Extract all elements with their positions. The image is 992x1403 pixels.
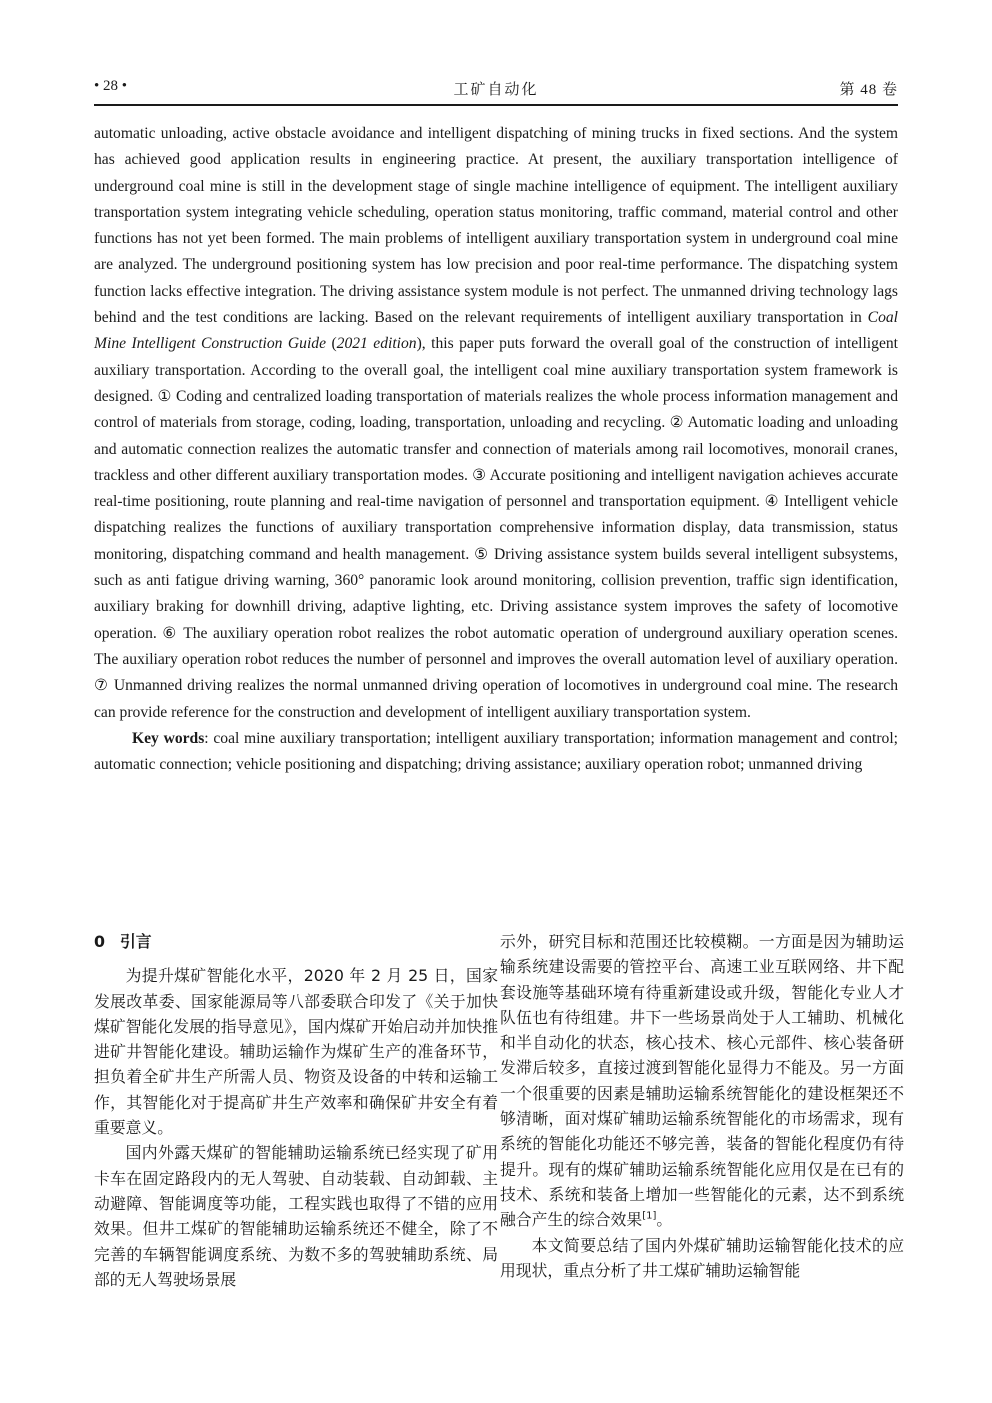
running-header	[94, 78, 898, 102]
abstract-text: automatic unloading, active obstacle avoidance and intelligent dispatching of mining trucks in fixed sections. And the system has achieved good application results in engineering practice. At present, the auxiliary transportation intelligence of underground coal mine is still in the development stage of single machine intelligence of equipment. The intelligent auxiliary transportation system integrating vehicle scheduling, operation status monitoring, traffic command, material control and other functions has not yet been formed. The main problems of intelligent auxiliary transportation system in underground coal mine are analyzed. The underground positioning system has low precision and poor real-time performance. The dispatching system function lacks effective integration. The driving assistance system module is not perfect. The unmanned driving technology lags behind and the test conditions are lacking. Based on the relevant requirements of intelligent auxiliary transportation in Coal Mine Intelligent Construction Guide (2021 edition), this paper puts forward the overall goal of the construction of intelligent auxiliary transportation. According to the overall goal, the intelligent coal mine auxiliary transportation system framework is designed. ① Coding and centralized loading transportation of materials realizes the whole process information management and control of materials from storage, coding, loading, transportation, unloading and recycling. ② Automatic loading and unloading and automatic connection realizes the automatic transfer and connection of materials among rail locomotives, monorail cranes, trackless and other different auxiliary transportation modes. ③ Accurate positioning and intelligent navigation achieves accurate real-time positioning, route planning and real-time navigation of personnel and transportation equipment. ④ Intelligent vehicle dispatching realizes the functions of auxiliary transportation comprehensive information display, data transmission, status monitoring, dispatching command and health management. ⑤ Driving assistance system builds several intelligent subsystems, such as anti fatigue driving warning, 360° panoramic look around monitoring, collision prevention, traffic sign identification, auxiliary braking for downhill driving, adaptive lighting, etc. Driving assistance system improves the safety of locomotive operation. ⑥ The auxiliary operation robot realizes the robot automatic operation of underground auxiliary operation scenes. The auxiliary operation robot reduces the number of personnel and improves the overall automation level of auxiliary operation. ⑦ Unmanned driving realizes the normal unmanned driving operation of locomotives in underground coal mine. The research can provide reference for the construction and development of intelligent auxiliary transportation system.	[94, 125, 898, 721]
keywords-text: : coal mine auxiliary transportation; intelligent auxiliary transportation; information management and control; automatic connection; vehicle positioning and dispatching; driving assistance; auxiliary operation robot; unmanned driving	[94, 729, 898, 774]
english-abstract	[94, 121, 898, 778]
header-rule	[94, 104, 898, 106]
paragraph: 国内外露天煤矿的智能辅助运输系统已经实现了矿用卡车在固定路段内的无人驾驶、自动装载、自动卸载、主动避障、智能调度等功能，工程实践也取得了不错的应用效果。但井工煤矿的智能辅助运输系统还不健全，除了不完善的车辆智能调度系统、为数不多的驾驶辅助系统、局部的无人驾驶场景展	[94, 1143, 498, 1289]
guide-edition: 2021 edition	[336, 335, 417, 353]
section-heading	[94, 929, 498, 954]
paragraph: 为提升煤矿智能化水平，2020 年 2 月 25 日，国家发展改革委、国家能源局等八部委联合印发了《关于加快煤矿智能化发展的指导意见》，国内煤矿开始启动并加快推进矿井智能化建设。辅助运输作为煤矿生产的准备环节，担负着全矿井生产所需人员、物资及设备的中转和运输工作，其智能化对于提高矿井生产效率和确保矿井安全有着重要意义。	[94, 966, 498, 1138]
section-title: 引言	[120, 932, 152, 951]
paragraph: 示外，研究目标和范围还比较模糊。一方面是因为辅助运输系统建设需要的管控平台、高速工业互联网络、井下配套设施等基础环境有待重新建设或升级，智能化专业人才队伍也有待组建。井下一些场景尚处于人工辅助、机械化和半自动化的状态，核心技术、核心元部件、核心装备研发滞后较多，直接过渡到智能化显得力不能及。另一方面一个很重要的因素是辅助运输系统智能化的建设框架还不够清晰，面对煤矿辅助运输系统智能化的市场需求，现有系统的智能化功能还不够完善，装备的智能化程度仍有待提升。现有的煤矿辅助运输系统智能化应用仅是在已有的技术、系统和装备上增加一些智能化的元素，达不到系统融合产生的综合效果[1]。	[500, 932, 904, 1230]
page-number: • 28 •	[94, 78, 128, 94]
guide-title: Coal Mine Intelligent Construction Guide	[94, 309, 898, 353]
body-column-right	[500, 929, 904, 1283]
body-column-left	[94, 929, 498, 1292]
keywords-label: Key words	[132, 729, 205, 747]
citation[interactable]: [1]	[642, 1211, 657, 1222]
paragraph: 本文简要总结了国内外煤矿辅助运输智能化技术的应用现状，重点分析了井工煤矿辅助运输智能	[500, 1235, 904, 1280]
volume-label: 第 48 卷	[839, 82, 898, 98]
journal-name: 工矿自动化	[453, 82, 539, 98]
keywords	[94, 726, 898, 779]
section-number: 0	[94, 932, 105, 951]
